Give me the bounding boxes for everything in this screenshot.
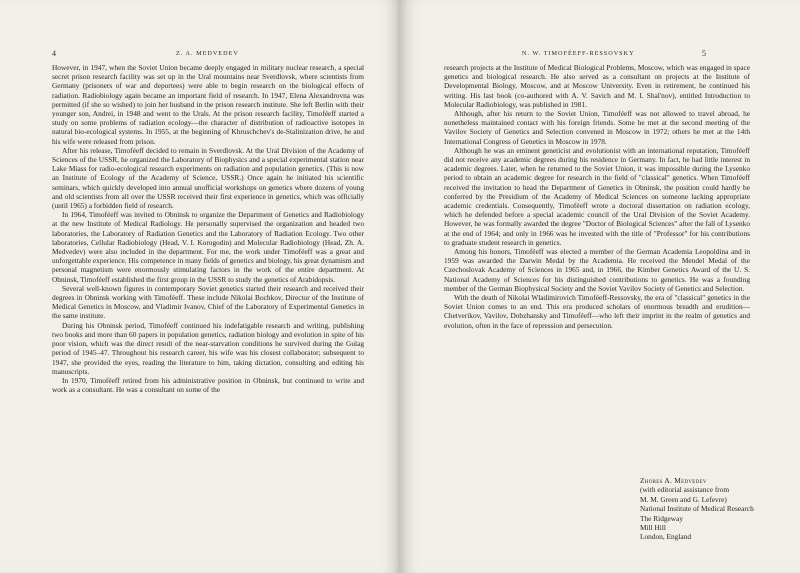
- running-head-left: Z. A. MEDVEDEV: [176, 50, 239, 57]
- paragraph: research projects at the Institute of Medical Biological Problems, Moscow, which was engaged in space genetics and biological research. He also served as a consultant on projects at the Institute of Developmental Biology, Moscow, and at Moscow University. Even in retirement, he continued his writing. His last book (co-authored with A. V. Savich and M. I. Shal'nov), entitled Introduction to Molecular Radiobiology, was published in 1981.: [444, 63, 750, 109]
- paragraph: After his release, Timoféeff decided to remain in Sverdlovsk. At the Ural Division of the Academy of Sciences of the USSR, he organized the Laboratory of Biophysics and a special experimental station near Lake Miass for radio-ecological research experiments on radiation and population genetics. (This is now an Institute of Ecology of the Academy of Science, USSR.) Once again he initiated his scientific seminars, which quickly developed into annual unofficial workshops on genetics where dozens of young and old scientists from all over the USSR received their first experience in genetics, which was officially (until 1965) a forbidden field of research.: [52, 145, 364, 211]
- signature-address-1: National Institute of Medical Research: [640, 504, 754, 514]
- right-body-text: [444, 63, 750, 330]
- signature-address-2: The Ridgeway: [640, 513, 684, 523]
- signature-address-4: London, England: [640, 532, 691, 542]
- running-head-right: N. W. TIMOFÉEFF-RESSOVSKY: [522, 50, 635, 57]
- paragraph: Although he was an eminent geneticist and evolutionist with an international reputation, Timoféeff did not receive any academic degrees during his residence in Germany. In fact, he had little interest in academic degrees. Later, when he returned to the Soviet Union, it was impossible during the Lysenko period to obtain an academic degree for research in the field of "classical" genetics. When Timoféeff received the invitation to head the Department of Genetics in Obninsk, the position could hardly be conferred by the Presidium of the Academy of Medical Sciences on someone lacking appropriate academic credentials. Consequently, Timoféeff wrote a doctoral dissertation on radiation ecology, which he defended before a special academic council of the Ural Division of the Soviet Academy. However, he was formally awarded the degree "Doctor of Biological Sciences" after the fall of Lysenko at the end of 1964; and only in 1966 was he invested with the title of "Professor" for his contributions to graduate student research in genetics.: [444, 145, 750, 247]
- paragraph: During his Obninsk period, Timoféeff continued his indefatigable research and writing, publishing two books and more than 60 papers in population genetics, radiation biology and evolution in spite of his poor vision, which was the direct result of the near-starvation conditions he survived during the Gulag period of 1945–47. Throughout his research career, his wife was his closest collaborator; subsequent to 1947, she provided the eyes, reading the literature to him, taking dictation, consulting and editing his manuscripts.: [52, 320, 364, 376]
- right-page: [400, 0, 800, 573]
- page-number-left: 4: [52, 49, 56, 58]
- signature-assist: (with editorial assistance from: [640, 485, 730, 495]
- paragraph: However, in 1947, when the Soviet Union became deeply engaged in military nuclear research, a special secret prison research facility was set up in the Ural mountains near Sverdlovsk, where scientists from Germany (prisoners of war and deportees) were able to begin research on the biological effects of radiation. Radiobiology again became an important field of research. In 1947, Elena Alexandrovna was permitted (if she so wished) to join her husband in the prison research institute. She left Berlin with their younger son, Andrei, in 1948 and went to the Urals. At the prison research facility, Timoféeff started a study on some problems of radiation ecology—the character of distribution of radioactive isotopes in natural bio-ecological systems. In 1955, at the beginning of Khruschchev's de-Stalinization drive, he and his wife were released from prison.: [52, 63, 364, 146]
- signature-assistants: M. M. Green and G. Lefevre): [640, 494, 727, 504]
- paragraph: In 1970, Timoféeff retired from his administrative position in Obninsk, but continued to write and work as a consultant. He was a consultant on some of the: [52, 375, 364, 395]
- paragraph: With the death of Nikolai Wladimirovich Timoféeff-Ressovsky, the era of "classical" genetics in the Soviet Union comes to an end. This era produced scholars of enormous breadth and erudition—Chetverikov, Vavilov, Dobzhansky and Timoféeff—who left their imprint in the realm of genetics and evolution, often in the face of repression and persecution.: [444, 293, 750, 330]
- page-number-right: 5: [702, 49, 706, 58]
- paragraph: Among his honors, Timoféeff was elected a member of the German Academia Leopoldina and in 1959 was awarded the Darwin Medal by the Academia. He received the Mendel Medal of the Czechoslovak Academy of Sciences in 1965 and, in 1966, the Kimber Genetics Award of the U. S. National Academy of Sciences for his distinguished contributions to genetics. He was a founding member of the German Biophysical Society and the Soviet Vavilov Society of Genetics and Selection.: [444, 247, 750, 293]
- author-signature: [640, 476, 754, 542]
- paragraph: Although, after his return to the Soviet Union, Timoféeff was not allowed to travel abroad, he nonetheless maintained contact with his foreign friends. Some he met at the second meeting of the Vavilov Society of Genetics and Selection convened in Moscow in 1972; others he met at the 14th International Congress of Genetics in Moscow in 1978.: [444, 109, 750, 146]
- signature-author: Zhores A. Medvedev: [640, 476, 707, 485]
- left-body-text: [52, 63, 364, 394]
- paragraph: Several well-known figures in contemporary Soviet genetics started their research and received their degrees in Obninsk working with Timoféeff. These include Nikolai Bochkov, Director of the Institute of Medical Genetics in Moscow, and Vladimir Ivanov, Chief of the Laboratory of Experimental Genetics in the same institute.: [52, 283, 364, 321]
- paragraph: In 1964, Timoféeff was invited to Obninsk to organize the Department of Genetics and Radiobiology at the new Institute of Medical Radiology. He personally supervised the organization and headed two laboratories, the Laboratory of Radiation Genetics and the Laboratory of Radiation Ecology. Two other laboratories, Cellular Radiobiology (Head, V. I. Korogodin) and Molecular Radiobiology (Head, Zh. A. Medvedev) were also included in the department. For me, the work under Timoféeff was a great and unforgettable experience. His competence in many fields of genetics and biology, his great dynamism and personal magnetism were enormously stimulating factors in the work of the entire department. At Obninsk, Timoféeff established the first group in the USSR to study the genetics of Arabidopsis.: [52, 210, 364, 284]
- signature-address-3: Mill Hill: [640, 523, 666, 533]
